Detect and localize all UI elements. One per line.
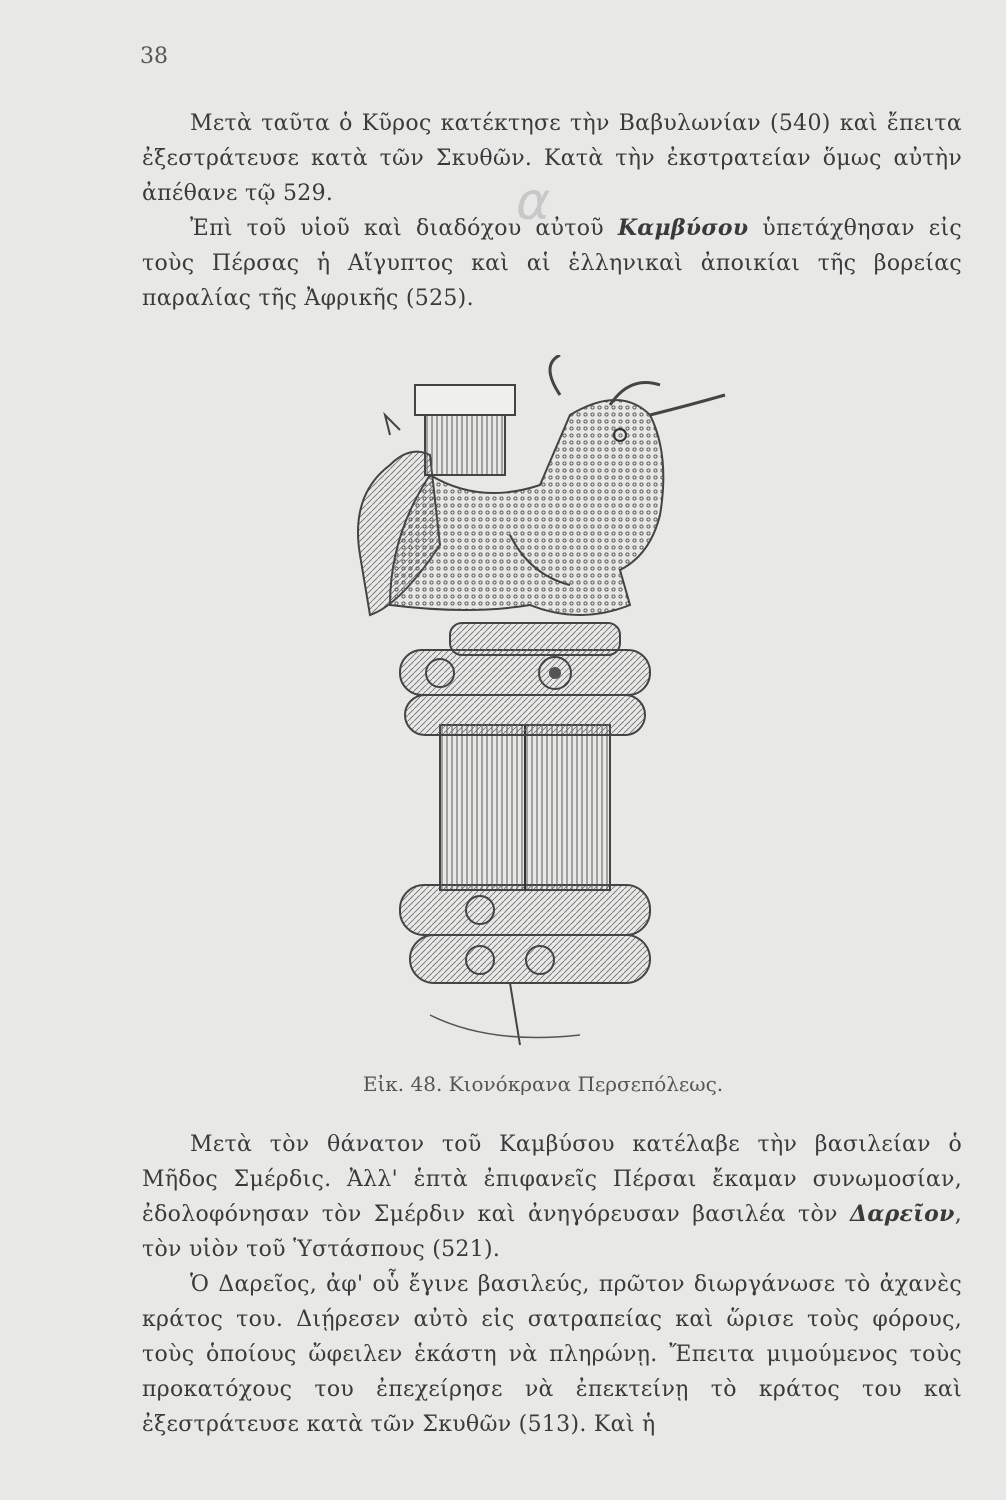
- column-capital-scrolls: [400, 623, 650, 735]
- page-number: 38: [140, 44, 168, 69]
- paragraph-smerdis: [142, 1127, 962, 1267]
- p2-end: ὑπετάχθησαν εἰς τοὺς Πέρσας ἡ Αἴγυπτος καὶ αἱ ἑλληνικαὶ ἀποικίαι τῆς βορείας παραλίας τῆς Ἀφρικῆς (525).: [142, 216, 962, 311]
- paragraph-cyrus: Μετὰ ταῦτα ὁ Κῦρος κατέκτησε τὴν Βαβυλωνίαν (540) καὶ ἔπειτα ἐξεστράτευσε κατὰ τῶν Σκυθῶν. Κατὰ τὴν ἐκστρατείαν ὅμως αὐτὴν ἀπέθανε τῷ 529.: [142, 111, 962, 206]
- column-base: [400, 885, 650, 1045]
- column-capital-illustration: [330, 355, 750, 1055]
- paragraph-cambyses: [142, 211, 962, 316]
- p3-start: Μετὰ τὸν θάνατον τοῦ Καμβύσου κατέλαβε τὴν βασιλείαν ὁ Μῆδος Σμέρδις. Ἀλλ' ἑπτὰ ἐπιφανεῖς Πέρσαι ἔκαμαν συνωμοσίαν, ἐδολοφόνησαν τὸν Σμέρδιν καὶ ἀνηγόρευσαν βασιλέα τὸν: [142, 1132, 962, 1227]
- name-cambyses: Καμβύσου: [617, 215, 749, 241]
- p2-start: Ἐπὶ τοῦ υἱοῦ καὶ διαδόχου αὐτοῦ: [190, 216, 618, 241]
- figure-caption: Εἰκ. 48. Κιονόκρανα Περσεπόλεως.: [362, 1072, 724, 1096]
- paragraph-darius: Ὁ Δαρεῖος, ἀφ' οὗ ἔγινε βασιλεύς, πρῶτον διωργάνωσε τὸ ἀχανὲς κράτος του. Διῄρεσεν αὐτὸ εἰς σατραπείας καὶ ὥρισε τοὺς φόρους, τοὺς ὁποίους ὤφειλεν ἑκάστη νὰ πληρώνῃ. Ἔπειτα μιμούμενος τοὺς προκατόχους του ἐπεχείρησε νὰ ἐπεκτείνῃ τὸ κράτος του καὶ ἐξεστράτευσε κατὰ τῶν Σκυθῶν (513). Καὶ ἡ: [142, 1272, 962, 1437]
- bull-figures: [358, 355, 725, 615]
- bottom-text-block: [142, 1127, 962, 1442]
- column-shaft: [440, 725, 610, 890]
- p3-end: , τὸν υἱὸν τοῦ Ὑστάσπους (521).: [142, 1202, 962, 1262]
- name-darius: Δαρεῖον: [850, 1201, 955, 1227]
- top-text-block: [142, 106, 962, 316]
- figure-column-capital: [330, 355, 750, 1055]
- pencil-mark: α: [516, 172, 551, 232]
